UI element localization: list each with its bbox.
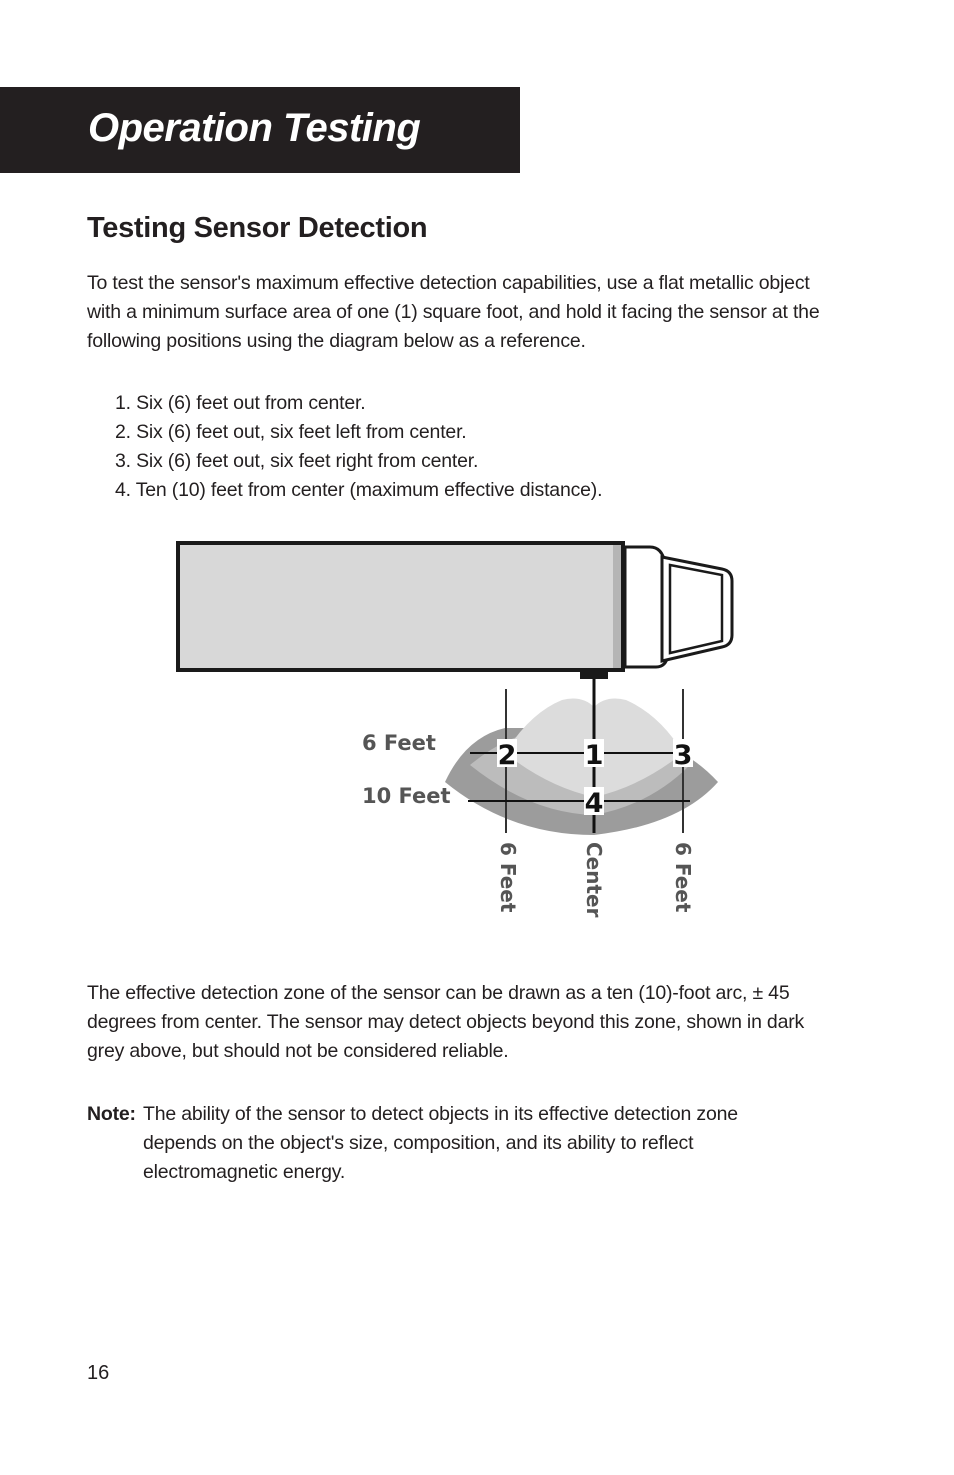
section-title: Testing Sensor Detection bbox=[87, 212, 428, 244]
list-item: 3. Six (6) feet out, six feet right from center. bbox=[115, 450, 479, 472]
list-item: 2. Six (6) feet out, six feet left from center. bbox=[115, 421, 467, 443]
detection-diagram bbox=[170, 535, 750, 940]
sensor-unit bbox=[580, 670, 608, 679]
ten-feet-row-label: 10 Feet bbox=[362, 784, 451, 808]
list-item: 1. Six (6) feet out from center. bbox=[115, 392, 366, 414]
left-column-label: 6 Feet bbox=[496, 842, 520, 913]
note-block bbox=[87, 1100, 787, 1187]
note-text: The ability of the sensor to detect objects in its effective detection zone depends on the object's size, composition, and its ability to reflect electromagnetic energy. bbox=[143, 1103, 738, 1183]
marker-4: 4 bbox=[584, 788, 604, 819]
marker-3: 3 bbox=[673, 740, 693, 771]
truck-trailer bbox=[178, 543, 623, 670]
right-column-label: 6 Feet bbox=[671, 842, 695, 913]
note-label: Note: bbox=[87, 1103, 136, 1125]
position-list bbox=[115, 389, 602, 505]
page-number: 16 bbox=[87, 1362, 110, 1384]
center-column-label: Center bbox=[582, 842, 606, 918]
zone-paragraph: The effective detection zone of the sensor can be drawn as a ten (10)-foot arc, ± 45 degrees from center. The sensor may detect objects beyond this zone, shown in dark grey above, but should not be considered reliable. bbox=[87, 982, 805, 1062]
marker-2: 2 bbox=[497, 740, 517, 771]
marker-1: 1 bbox=[584, 740, 604, 771]
six-feet-row-label: 6 Feet bbox=[362, 731, 436, 755]
list-item: 4. Ten (10) feet from center (maximum effective distance). bbox=[115, 479, 603, 501]
intro-paragraph: To test the sensor's maximum effective detection capabilities, use a flat metallic object with a minimum surface area of one (1) square foot, and hold it facing the sensor at the following positions using the diagram below as a reference. bbox=[87, 272, 820, 352]
trailer-edge bbox=[613, 545, 621, 668]
page-title: Operation Testing bbox=[88, 106, 421, 150]
